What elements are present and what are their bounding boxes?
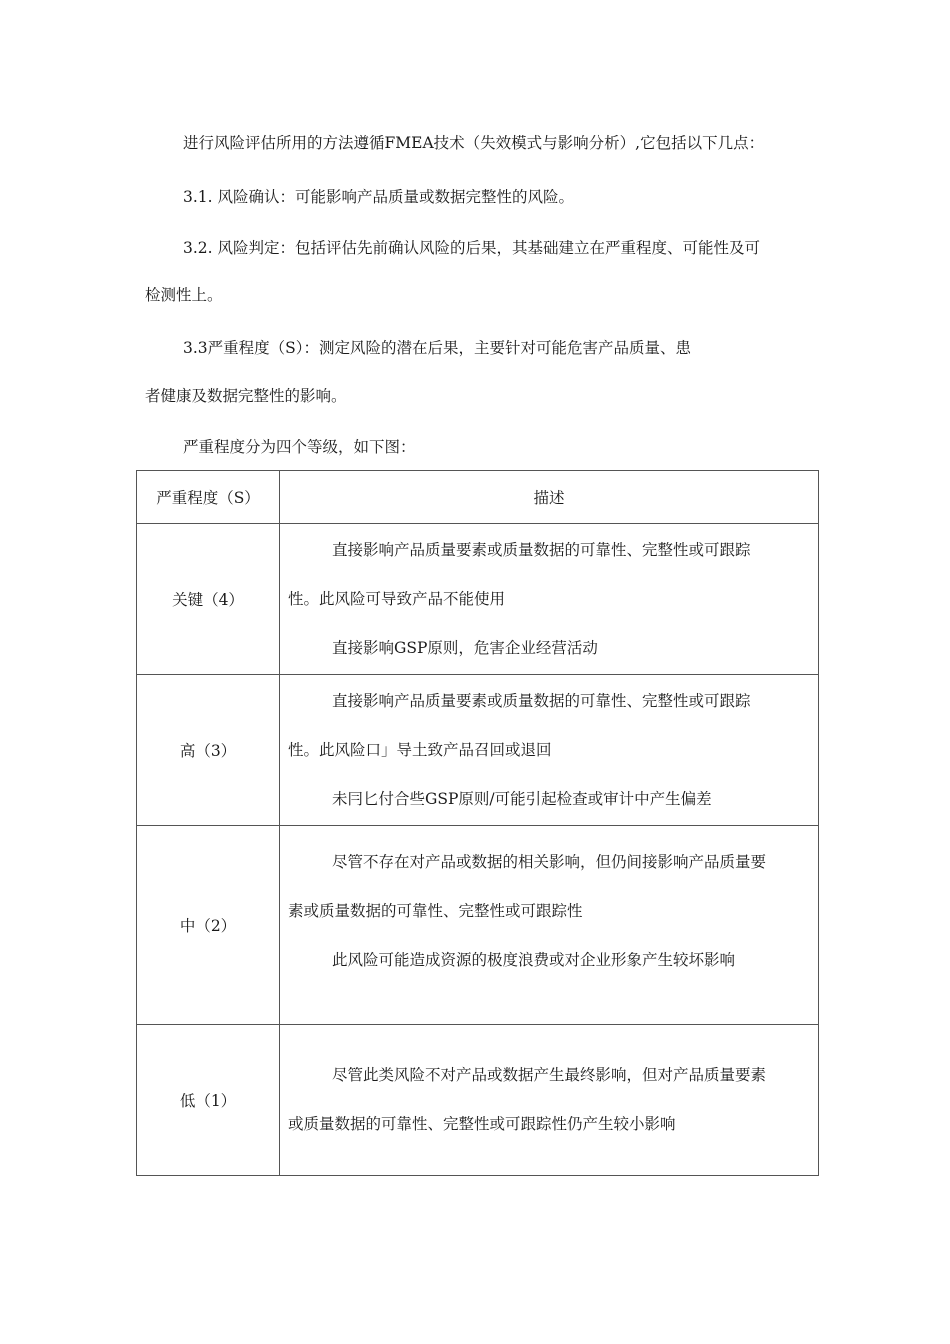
description-line: 直接影响GSP原则，危害企业经营活动: [332, 638, 598, 657]
description-line: 性。此风险可导致产品不能使用: [288, 589, 506, 608]
severity-level: 关键（4）: [137, 524, 280, 675]
table-header-row: [137, 471, 819, 524]
description-line: 或质量数据的可靠性、完整性或可跟踪性仍产生较小影响: [288, 1115, 676, 1133]
severity-level: 低（1）: [137, 1025, 280, 1176]
severity-table: [136, 470, 819, 1176]
paragraph-risk-judgement-line2: 检测性上。: [145, 286, 223, 304]
description-line: 直接影响产品质量要素或质量数据的可靠性、完整性或可跟踪: [332, 540, 751, 559]
header-severity: 严重程度（S）: [137, 471, 280, 524]
table-row: [137, 1025, 819, 1176]
table-row: [137, 675, 819, 826]
description-line: 尽管此类风险不对产品或数据产生最终影响，但对产品质量要素: [332, 1066, 767, 1084]
description-line: 性。此风险口」导土致产品召回或退回: [288, 740, 552, 759]
description-line: 直接影响产品质量要素或质量数据的可靠性、完整性或可跟踪: [332, 691, 751, 710]
description-line: 此风险可能造成资源的极度浪费或对企业形象产生较坏影响: [332, 951, 736, 969]
table-row: [137, 524, 819, 675]
severity-description: [280, 524, 819, 675]
severity-level: 高（3）: [137, 675, 280, 826]
table-row: [137, 826, 819, 1025]
severity-description: [280, 826, 819, 1025]
paragraph-severity-levels-intro: 严重程度分为四个等级，如下图：: [183, 438, 416, 456]
paragraph-severity-line1: 3.3严重程度（S）：测定风险的潜在后果，主要针对可能危害产品质量、患: [183, 339, 692, 357]
description-line: 尽管不存在对产品或数据的相关影响，但仍间接影响产品质量要: [332, 853, 767, 871]
description-line: 未冃匕付合些GSP原则/可能引起检查或审计中产生偏差: [332, 789, 712, 808]
severity-description: [280, 1025, 819, 1176]
description-line: 素或质量数据的可靠性、完整性或可跟踪性: [288, 902, 583, 920]
paragraph-method-intro: 进行风险评估所用的方法遵循FMEA技术（失效模式与影响分析）,它包括以下几点：: [183, 134, 765, 152]
paragraph-severity-line2: 者健康及数据完整性的影响。: [145, 387, 347, 405]
header-description: 描述: [280, 471, 819, 524]
paragraph-risk-identification: 3.1. 风险确认：可能影响产品质量或数据完整性的风险。: [183, 188, 575, 206]
severity-description: [280, 675, 819, 826]
paragraph-risk-judgement-line1: 3.2. 风险判定：包括评估先前确认风险的后果，其基础建立在严重程度、可能性及可: [183, 239, 761, 257]
severity-level: 中（2）: [137, 826, 280, 1025]
